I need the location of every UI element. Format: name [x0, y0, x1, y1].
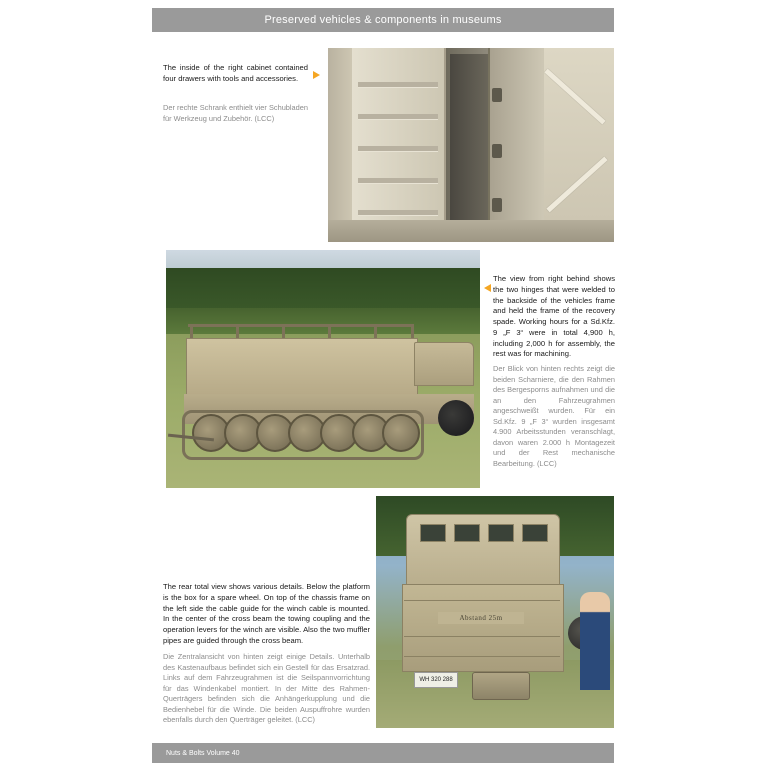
canvas-window [488, 524, 514, 542]
canvas-window [420, 524, 446, 542]
cabinet-shelf [358, 210, 438, 215]
caption-rear-german: Die Zentralansicht von hinten zeigt einige Details. Unterhalb des Kastenaufbaus befindet sich ein Gestell für das Ersatzrad. Links auf dem Fahrzeugrahmen ist die Seilspannvorrichtung für das Windenkabel montiert. In der Mitte des Rahmen-Querträgers befinden sich die Anhängerkupplung und die Bedienhebel für die Winde. Die beiden Auspuffrohre wurden ebenfalls durch den Querträger geleitet. (LCC) [163, 652, 370, 725]
caption-halftrack-german: Der Blick von hinten rechts zeigt die beiden Scharniere, die den Rahmen des Bergesporns aufnahmen und die an den Fahrzeugrahmen angeschweißt wurden. Für ein Sd.Kfz. 9 „F 3“ wurden insgesamt 4.900 Arbeitsstunden veranschlagt, davon waren 2.000 h Montagezeit und der Rest mechanische Bearbeitung. (LCC) [493, 364, 615, 468]
bystander-figure [580, 592, 610, 690]
treeline-near [166, 308, 480, 334]
cabinet-shelf [358, 114, 438, 119]
cabinet-hinge [492, 198, 502, 212]
page-title: Preserved vehicles & components in museums [264, 14, 502, 26]
caption-arrow-right-icon [313, 71, 320, 79]
cabinet-hinge [492, 88, 502, 102]
engine-hood [414, 342, 474, 386]
canvas-window [522, 524, 548, 542]
page-header [152, 8, 614, 32]
body-panel-line [404, 636, 560, 637]
caption-cabinet-english: The inside of the right cabinet contained four drawers with tools and accessories. [163, 63, 308, 83]
cabinet-shelf [358, 82, 438, 87]
photo-cabinet-interior [328, 48, 614, 242]
canvas-window [454, 524, 480, 542]
cabinet-shelf [358, 178, 438, 183]
cabinet-shelf [358, 146, 438, 151]
page-footer [152, 743, 614, 763]
cabinet-hinge [492, 144, 502, 158]
front-wheel [438, 400, 474, 436]
winch-assembly [472, 672, 530, 700]
footer-volume-label: Nuts & Bolts Volume 40 [166, 749, 240, 757]
caption-halftrack-english: The view from right behind shows the two hinges that were welded to the backside of the vehicles frame and held the frame of the recovery spade. Working hours for a Sd.Kfz. 9 „F 3“ were in total 4,900 h, including 2,000 h for assembly, the rest was for machining. [493, 274, 615, 359]
license-plate: WH 320 288 [414, 672, 458, 688]
caption-arrow-left-icon [484, 284, 491, 292]
cabinet-interior-shadow [450, 54, 488, 236]
road-wheel [382, 414, 420, 452]
body-panel-line [404, 656, 560, 657]
cargo-bed [186, 338, 418, 398]
caption-rear-english: The rear total view shows various details. Below the platform is the box for a spare wheel. On top of the chassis frame on the left side the cable guide for the winch cable is mounted. In the center of the cross beam the towing coupling and the operation levers for the winch are visible. Also the two muffler pipes are guided through the cross beam. [163, 582, 370, 645]
cabinet-floor [328, 220, 614, 242]
cargo-bed-rail [188, 324, 414, 327]
caption-cabinet-german: Der rechte Schrank enthielt vier Schubladen für Werkzeug und Zubehör. (LCC) [163, 103, 308, 123]
rear-body-panel [402, 584, 564, 672]
rear-warning-sign: Abstand 25m [438, 612, 524, 624]
photo-halftrack-side-view [166, 250, 480, 488]
photo-vehicle-rear-view [376, 496, 614, 728]
body-panel-line [404, 600, 560, 601]
cabinet-left-wall [328, 48, 352, 242]
